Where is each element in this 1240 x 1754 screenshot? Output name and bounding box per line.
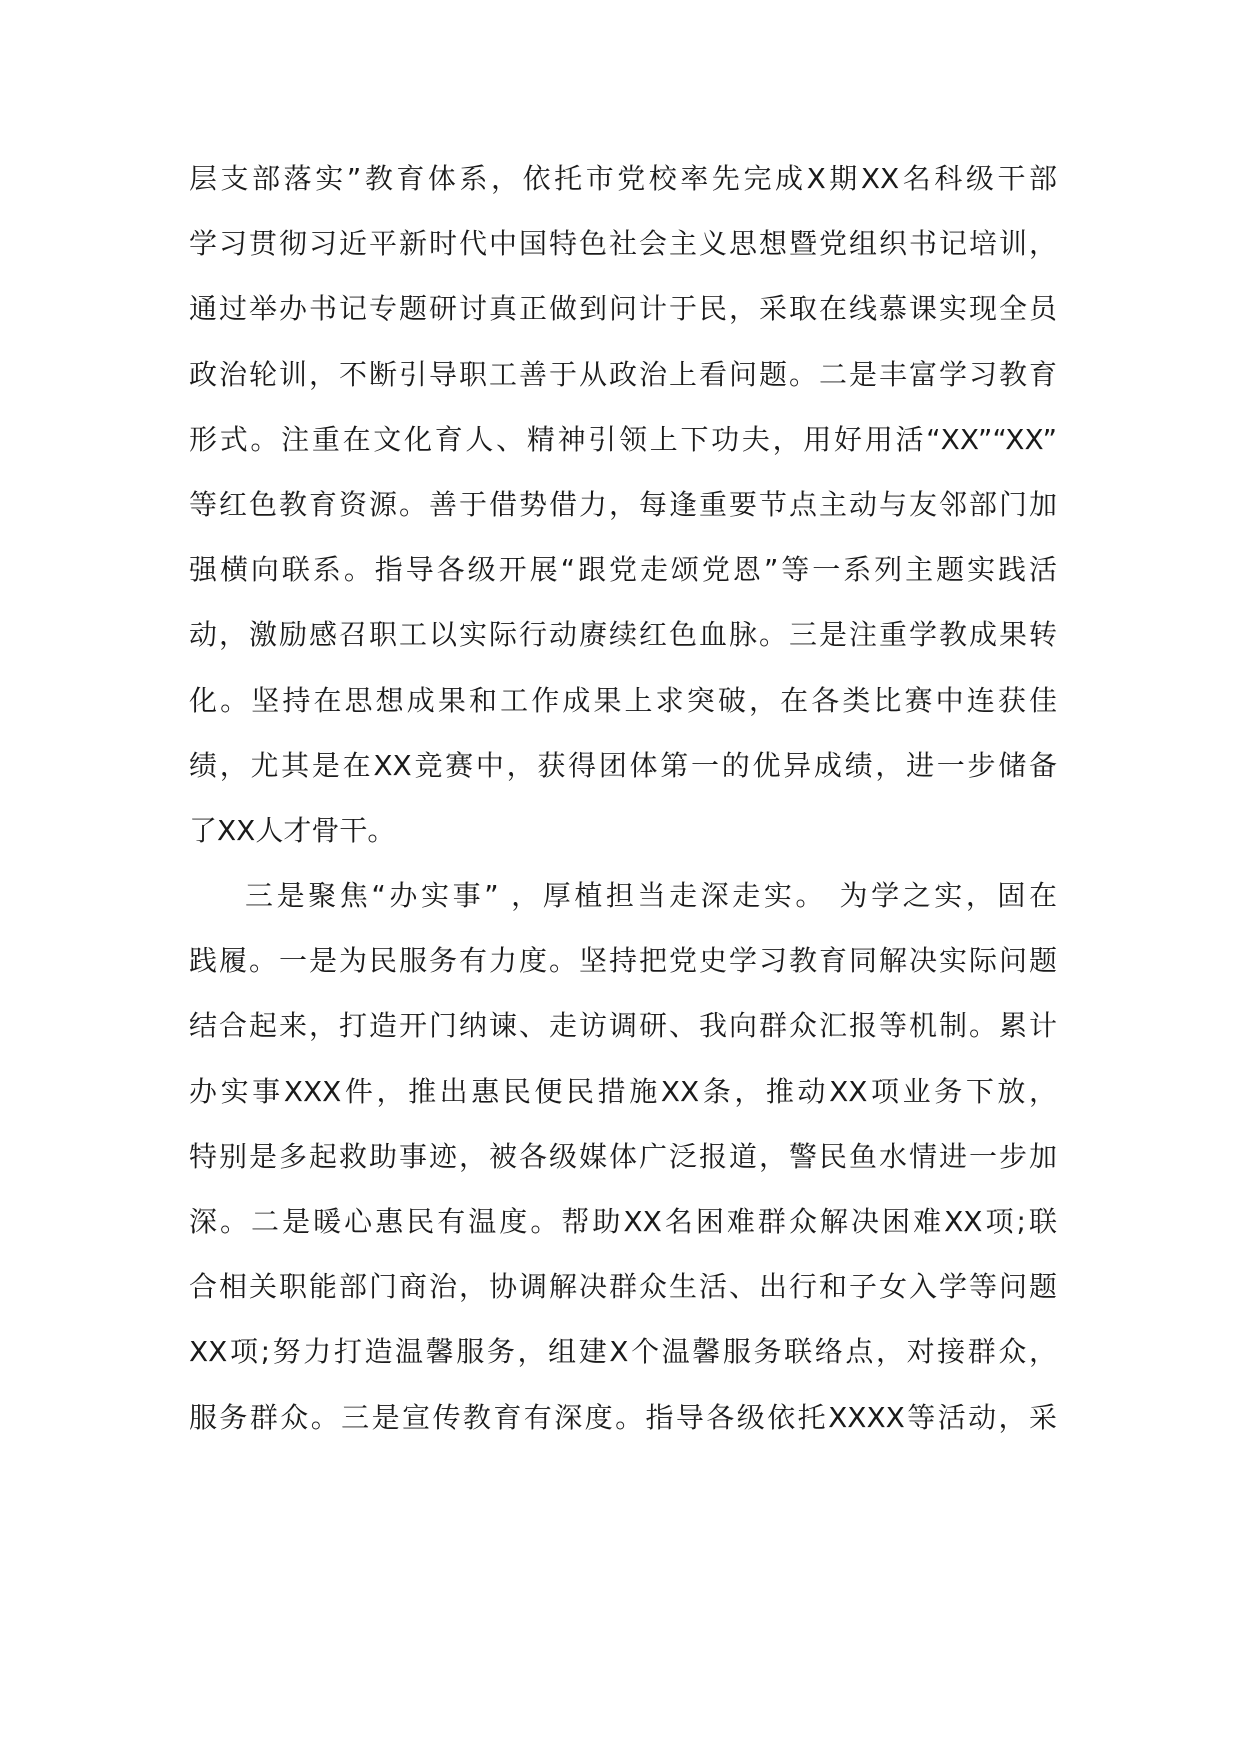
paragraph-line: 合相关职能部门商治，协调解决群众生活、出行和子女入学等问题 xyxy=(189,1270,1057,1304)
paragraph-line: 绩，尤其是在XX竞赛中，获得团体第一的优异成绩，进一步储备 xyxy=(189,748,1057,782)
paragraph-line: 了XX人才骨干。 xyxy=(189,813,396,847)
paragraph-line: 等红色教育资源。善于借势借力，每逢重要节点主动与友邻部门加 xyxy=(189,487,1057,521)
paragraph-1 xyxy=(189,146,1057,863)
paragraph-line: 服务群众。三是宣传教育有深度。指导各级依托XXXX等活动，采 xyxy=(189,1400,1057,1434)
paragraph-line: 学习贯彻习近平新时代中国特色社会主义思想暨党组织书记培训， xyxy=(189,227,1057,261)
paragraph-line: 政治轮训，不断引导职工善于从政治上看问题。二是丰富学习教育 xyxy=(189,357,1057,391)
paragraph-line: 践履。一是为民服务有力度。坚持把党史学习教育同解决实际问题 xyxy=(189,944,1057,978)
paragraph-2 xyxy=(189,863,1057,1450)
paragraph-line: 形式。注重在文化育人、精神引领上下功夫，用好用活“XX”“XX” xyxy=(189,422,1057,456)
paragraph-line: 三是聚焦“办实事” ，厚植担当走深走实。 为学之实，固在 xyxy=(245,879,1057,912)
paragraph-line: XX项;努力打造温馨服务，组建X个温馨服务联络点，对接群众， xyxy=(189,1335,1057,1369)
paragraph-line: 办实事XXX件，推出惠民便民措施XX条，推动XX项业务下放， xyxy=(189,1074,1057,1108)
paragraph-line: 通过举办书记专题研讨真正做到问计于民，采取在线慕课实现全员 xyxy=(189,292,1057,326)
paragraph-line: 化。坚持在思想成果和工作成果上求突破，在各类比赛中连获佳 xyxy=(189,683,1057,717)
paragraph-line: 特别是多起救助事迹，被各级媒体广泛报道，警民鱼水情进一步加 xyxy=(189,1139,1057,1173)
paragraph-line: 深。二是暖心惠民有温度。帮助XX名困难群众解决困难XX项;联 xyxy=(189,1204,1057,1238)
paragraph-line: 动，激励感召职工以实际行动赓续红色血脉。三是注重学教成果转 xyxy=(189,618,1057,652)
paragraph-line: 层支部落实”教育体系，依托市党校率先完成X期XX名科级干部 xyxy=(189,162,1057,195)
paragraph-line: 结合起来，打造开门纳谏、走访调研、我向群众汇报等机制。累计 xyxy=(189,1009,1057,1043)
paragraph-line: 强横向联系。指导各级开展“跟党走颂党恩”等一系列主题实践活 xyxy=(189,553,1057,587)
